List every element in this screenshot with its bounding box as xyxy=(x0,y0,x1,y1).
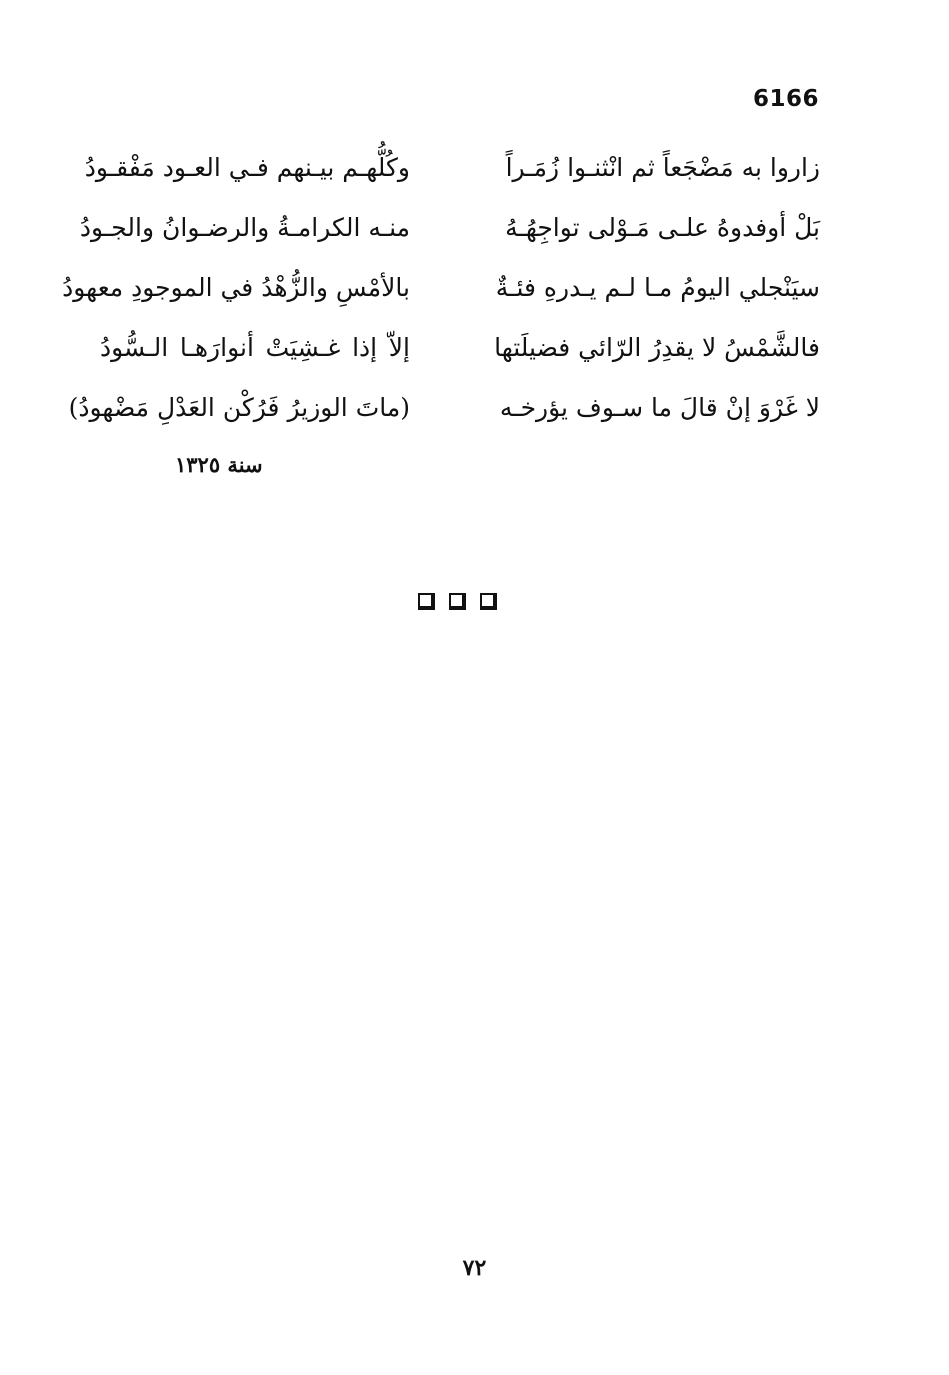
verse-right-hemistich: فالشَّمْسُ لا يقدِرُ الرّائي فضيلَتها xyxy=(494,333,820,362)
square-ornament-icon xyxy=(418,593,435,610)
poem-date: سنة ١٣٢٥ xyxy=(175,452,263,477)
square-ornament-icon xyxy=(449,593,466,610)
poem xyxy=(62,138,820,438)
verse-right-hemistich: لا غَرْوَ إنْ قالَ ما سـوف يؤرخـه xyxy=(499,393,820,422)
document-id: 6166 xyxy=(752,86,819,112)
verse-left-hemistich: وكُلُّهـم بيـنهم فـي العـود مَفْقـودُ xyxy=(84,153,410,182)
verse-right-hemistich: بَلْ أوفدوهُ علـى مَـوْلى تواجِهُـهُ xyxy=(505,213,820,242)
verse xyxy=(62,258,820,318)
verse xyxy=(68,378,820,438)
verse-left-hemistich: منـه الكرامـةُ والرضـوانُ والجـودُ xyxy=(79,213,410,242)
page-number: ٧٢ xyxy=(462,1255,487,1281)
verse xyxy=(100,318,820,378)
verse-right-hemistich: زاروا به مَضْجَعاً ثم انْثنـوا زُمَـراً xyxy=(505,153,820,182)
verse xyxy=(79,198,820,258)
verse-left-hemistich: إلاّ إذا غـشِيَتْ أنوارَهـا الـسُّودُ xyxy=(100,333,410,362)
section-divider-ornament xyxy=(418,593,497,610)
verse xyxy=(84,138,820,198)
square-ornament-icon xyxy=(480,593,497,610)
verse-right-hemistich: سيَنْجلي اليومُ مـا لـم يـدرهِ فئـةٌ xyxy=(495,273,820,302)
verse-left-hemistich: (ماتَ الوزيرُ فَرُكْن العَدْلِ مَضْهودُ) xyxy=(68,393,410,422)
verse-left-hemistich: بالأمْسِ والزُّهْدُ في الموجودِ معهودُ xyxy=(62,273,410,302)
